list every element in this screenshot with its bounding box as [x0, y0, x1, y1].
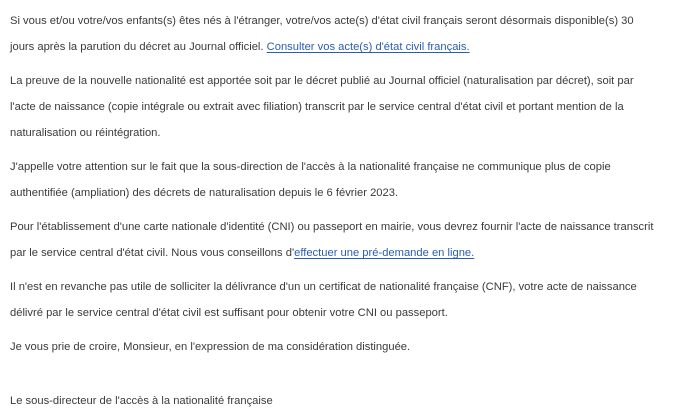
- online-pre-request-link[interactable]: effectuer une pré-demande en ligne.: [294, 247, 475, 259]
- paragraph-birth-abroad: [10, 8, 660, 60]
- paragraph-closing: Je vous prie de croire, Monsieur, en l'expression de ma considération distinguée.: [10, 341, 411, 353]
- paragraph-id-card: [10, 214, 660, 266]
- paragraph-id-card-text: Pour l'établissement d'une carte nationale d'identité (CNI) ou passeport en mairie, vous devrez fournir l'acte de naissance transcrit par le service central d'état civil. Nous vous conseillons d': [10, 221, 654, 259]
- paragraph-ampliation-notice: J'appelle votre attention sur le fait que la sous-direction de l'accès à la nationalité française ne communique plus de copie authentifiée (ampliation) des décrets de naturalisation depuis le 6 février 2023.: [10, 161, 611, 199]
- paragraph-proof-of-nationality: La preuve de la nouvelle nationalité est apportée soit par le décret publié au Journal officiel (naturalisation par décret), soit par l'acte de naissance (copie intégrale ou extrait avec filiation) transcrit par le service central d'état civil et portant mention de la naturalisation ou réintégration.: [10, 75, 634, 139]
- signature: Le sous-directeur de l'accès à la nationalité française: [10, 395, 273, 407]
- consult-civil-records-link[interactable]: Consulter vos acte(s) d'état civil français.: [266, 41, 470, 53]
- paragraph-birth-abroad-text: Si vous et/ou votre/vos enfants(s) êtes nés à l'étranger, votre/vos acte(s) d'état civil français seront désormais disponible(s) 30 jours après la parution du décret au Journal officiel.: [10, 15, 634, 53]
- paragraph-cnf: Il n'est en revanche pas utile de solliciter la délivrance d'un un certificat de nationalité française (CNF), votre acte de naissance délivré par le service central d'état civil est suffisant pour obtenir votre CNI ou passeport.: [10, 281, 637, 319]
